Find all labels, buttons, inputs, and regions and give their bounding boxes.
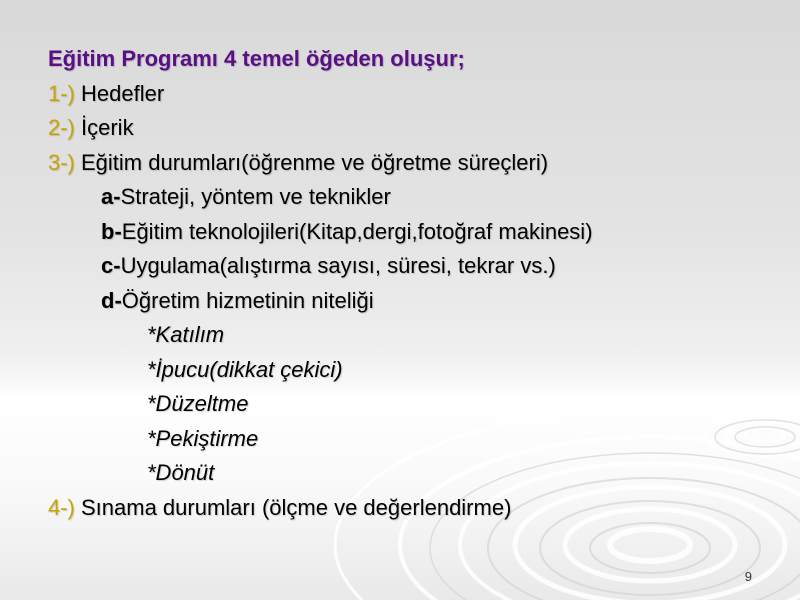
sub-item-letter: b- [101, 218, 122, 244]
sub-item-letter: c- [101, 253, 121, 278]
sub-sub-list-item: *Katılım [147, 322, 225, 347]
item-number: 3-) [48, 149, 75, 175]
item-number: 4-) [48, 494, 75, 520]
item-text: Eğitim durumları(öğrenme ve öğretme süreçleri) [74, 149, 549, 175]
page-number: 9 [744, 569, 752, 584]
sub-list-item [48, 180, 768, 215]
slide-content [48, 42, 768, 525]
item-number: 2-) [48, 115, 75, 140]
sub-sub-list-item: *Düzeltme [147, 391, 249, 416]
slide-title: Eğitim Programı 4 temel öğeden oluşur; [48, 46, 465, 71]
sub-list-item [48, 215, 768, 250]
list-item [48, 77, 768, 112]
sub-item-letter: a- [101, 184, 121, 209]
sub-item-text: Strateji, yöntem ve teknikler [120, 184, 391, 209]
sub-item-letter: d- [101, 287, 122, 313]
sub-list-item [48, 284, 768, 319]
item-number: 1-) [48, 80, 75, 106]
item-text: Sınama durumları (ölçme ve değerlendirme) [74, 494, 512, 520]
sub-item-text: Öğretim hizmetinin niteliği [121, 287, 374, 313]
item-text: İçerik [74, 115, 134, 140]
sub-sub-list-item: *İpucu(dikkat çekici) [147, 356, 343, 382]
sub-sub-list-item: *Dönüt [147, 460, 215, 485]
list-item [48, 111, 768, 146]
list-item [48, 491, 768, 526]
sub-sub-list-item: *Pekiştirme [147, 425, 259, 451]
sub-list-item [48, 249, 768, 284]
item-text: Hedefler [74, 80, 165, 106]
list-item [48, 146, 768, 181]
sub-item-text: Eğitim teknolojileri(Kitap,dergi,fotoğraf makinesi) [121, 218, 593, 244]
sub-item-text: Uygulama(alıştırma sayısı, süresi, tekrar vs.) [120, 253, 556, 278]
